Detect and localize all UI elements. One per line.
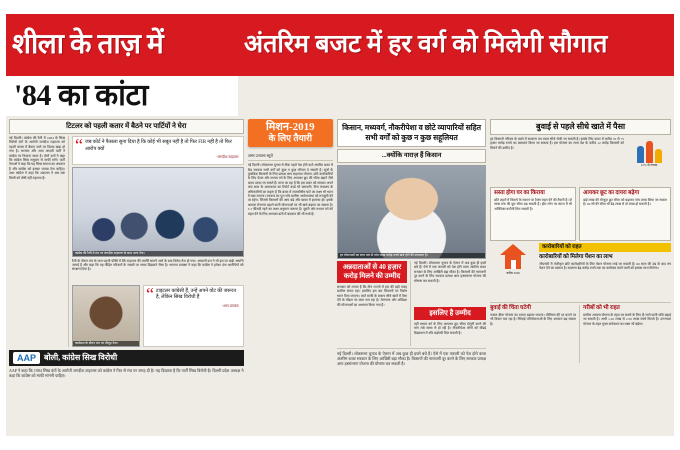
col1-aap-body: AAP ने कहा कि 1984 सिख दंगों के आरोपी जगदीश टाइटलर को कांग्रेस ने फिर से मंच पर जगह दी है। यह दिखाता है कि पार्टी सिख विरोधी है। दिल्ली प्रदेश अध्यक्ष ने कहा कि कांग्रेस को माफी मांगनी चाहिए। [9, 367, 244, 378]
col4-card-pension-title: कारोबारियों को मिलेगा पेंशन का लाभ [539, 254, 613, 260]
col3-body-c: वहीं मध्यम वर्ग के लिए आयकर छूट सीमा दोगुनी करने की मांग लंबे समय से हो रही है। नौकरीपेशा लोगों को स्टैंडर्ड डिडक्शन में और बढ़ोतरी मिल सकती है। [414, 322, 487, 335]
column-grid [6, 116, 674, 436]
col4-intro: हर किसानों परिवार के खाते में सालाना तय रकम सीधे भेजी जा सकती है। इसके लिए बजट में करीब 70 से 75 हज़ार करोड़ रुपये का प्रावधान किया जा सकता है। इस योजना का लाभ देश के करीब 12 करोड़ किसानों को मिलने की उम्मीद है। [490, 137, 624, 150]
col1-photo-rally [72, 167, 244, 257]
col1-body-mid: रैली के दौरान मंच के पास पहली पंक्ति में बैठे टाइटलर की तस्वीरें सामने आने के बाद विरोध तेज हो गया। अकाली दल ने भी इस पर कड़ी आपत्ति जताई है और कहा कि यह पीड़ित परिवारों के जख्मों पर नमक छिड़कने जैसा है। भाजपा प्रवक्ता ने कहा कि कांग्रेस ने हमेशा दंगा आरोपियों को संरक्षण दिया है। [72, 258, 244, 272]
col4-yellow-bar: कारोबारियों को राहत [539, 243, 671, 252]
col1-quote-two-text: टाइटलर कांग्रेसी हैं, उन्हें अपने वोट की जरूरत है, लेकिन सिख विरोधी हैं [156, 288, 237, 300]
mission-badge-title: मिशन-2019 [265, 121, 315, 133]
column-rule [410, 261, 411, 346]
column-rule [579, 305, 580, 363]
col4-stat-two-label: करीब 3000 [506, 271, 520, 275]
col3-photo-pm-caption: हर योजनाओं का लाभ चार से पांच लाख करोड़ रुपये खर्च होने की संभावना है। [338, 253, 485, 258]
column-one [9, 119, 244, 433]
col3-photo-pm [337, 165, 486, 259]
col4-card-poor-body: ग्रामीण आवास योजना के तहत घर बनाने के लिए दी जाने वाली राशि बढ़ाई जा सकती है। अभी 1.20 लाख से 2.50 लाख रुपये मिलते हैं। उज्ज्वला योजना के तहत मुफ्त कनेक्शन का लक्ष्य भी बढ़ेगा। [583, 313, 671, 326]
column-three [337, 119, 486, 433]
col4-card-pension-body: जीएसटी में पंजीकृत छोटे कारोबारियों के लिए पेंशन योजना लाई जा सकती है। 60 साल की उम्र के बाद तय पेंशन देने का प्रस्ताव है। सालाना डेढ़ करोड़ रुपये तक का कारोबार करने वालों को इसका लाभ मिलेगा। [539, 262, 671, 271]
col3-title: किसान, मध्यवर्ग, नौकरीपेशा व छोटे व्यापारियों सहित सभी वर्गों को कुछ न कुछ सहूलियत [337, 119, 486, 147]
masthead-headline-right: अंतरिम बजट में हर वर्ग को मिलेगी सौगात [244, 31, 608, 59]
col1-photo-rally-caption: कांग्रेस की रैली में मंच पर जगदीश टाइटलर के साथ अन्य नेता। [73, 251, 243, 256]
col3-body-a: नई दिल्ली। लोकसभा चुनाव के ऐलान में अब कुछ ही हफ्ते बचे हैं। ऐसे में एक फरवरी को पेश होने वाला अंतरिम बजट सरकार के लिए आखिरी बड़ा मौका है। किसानों की नाराजगी दूर करने के लिए सरकार प्रत्यक्ष आय हस्तांतरण योजना की घोषणा कर सकती है। [414, 261, 487, 283]
divider [337, 348, 486, 349]
col3-badge-two: इसलिए है उम्मीद [414, 307, 486, 320]
col4-card-tax-body: ढाई लाख की मौजूदा छूट सीमा को बढ़ाकर पांच लाख किया जा सकता है। 80 सी की सीमा भी डेढ़ लाख से दो लाख हो सकती है। [583, 198, 667, 207]
mission-badge [248, 119, 333, 147]
masthead-headline-left: शीला के ताज़ में [12, 29, 164, 61]
col4-card-tax-title: आयकर छूट का दायरा बढ़ेगा [583, 190, 640, 196]
house-icon [500, 244, 526, 270]
col4-card-sowing-body: फसल बीमा योजना का दायरा बढ़ाया जाएगा। प्रीमियम की दर घटाने पर भी विचार चल रहा है। सिंचाई परियोजनाओं के लिए आवंटन बढ़ सकता है। [490, 313, 577, 326]
col1-quote-one-text: जब कोर्ट ने फैसला सुना दिया है कि कोई भी सबूत नहीं है तो फिर FIR नहीं है तो फिर आरोप क्यों [85, 140, 232, 152]
col4-card-rent-title: सस्ता होगा घर का किराया [494, 190, 545, 196]
col3-subhead: ...क्योंकि नाराज़ हैं किसान [337, 149, 486, 163]
col4-card-sowing-title: बुवाई की चिंता घटेगी [490, 305, 531, 311]
col4-card-tax [579, 187, 671, 241]
col4-card-rent [490, 187, 576, 241]
col3-body-b: सरकार को लगता है कि तीन राज्यों में हार की बड़ी वजह ग्रामीण संकट रहा। इसलिए इस बार किसानों पर विशेष ध्यान दिया जाएगा। कर्ज माफी के बजाय सीधे खाते में पैसा देने के मॉडल पर काम चल रहा है। तेलंगाना और ओडिशा की योजनाओं का अध्ययन किया गया है। [337, 285, 408, 307]
masthead-sub-headline: '84 का कांटा [6, 76, 238, 116]
col1-kicker: टिटलर को पहली कतार में बैठने पर पार्टियों ने घेरा [9, 119, 244, 134]
mission-badge-sub: के लिए तैयारी [268, 133, 313, 143]
col4-stat-label: 12% से ज्यादा [640, 163, 658, 167]
col1-quote-one [72, 136, 244, 165]
aap-strip-text: बोली, कांग्रेस सिख विरोधी [44, 353, 118, 362]
col1-photo-podium-caption: कार्यक्रम के दौरान मंच पर मौजूद नेता। [73, 341, 139, 346]
col3-body-tail: नई दिल्ली। लोकसभा चुनाव के ऐलान में अब कुछ ही हफ्ते बचे हैं। ऐसे में एक फरवरी को पेश होने वाला अंतरिम बजट सरकार के लिए आखिरी बड़ा मौका है। किसानों की नाराजगी दूर करने के लिए सरकार प्रत्यक्ष आय हस्तांतरण योजना की घोषणा कर सकती है। [337, 351, 487, 366]
col1-quote-two [143, 285, 244, 347]
newspaper-sheet [6, 14, 674, 436]
column-two [248, 119, 333, 433]
masthead-banner [6, 14, 674, 76]
col1-quote-one-author: -जगदीश टाइटलर [216, 155, 239, 159]
col1-body-left: नई दिल्ली। कांग्रेस की रैली में 1984 के सिख विरोधी दंगों के आरोपी जगदीश टाइटलर को पहली कतार में बैठाए जाने पर विवाद खड़ा हो गया है। भाजपा और आम आदमी पार्टी ने कांग्रेस पर निशाना साधा है। दोनों दलों ने कहा कि कांग्रेस सिख समुदाय से माफी मांगे। पार्टी नेताओं ने कहा कि यह सिख समाज का अपमान है और कांग्रेस को इसका जवाब देना चाहिए। उधर कांग्रेस ने कहा कि अदालत ने अब तक किसी को दोषी नहीं ठहराया है। [9, 136, 65, 180]
col4-card-poor-title: गरीबों को भी राहत [583, 305, 620, 311]
col1-quote-two-author: -आप प्रवक्ता [221, 303, 239, 308]
people-icon [627, 137, 671, 163]
divider [248, 160, 333, 161]
col4-title: बुवाई से पहले सीधे खाते में पैसा [490, 119, 671, 135]
col3-badge-one: अन्नदाताओं से 40 हज़ार करोड़ मिलने की उम्मीद [337, 261, 407, 283]
col2-body: नई दिल्ली। लोकसभा चुनाव से ठीक पहले पेश होने वाले अंतरिम बजट में केंद्र सरकार सभी वर्गों को कुछ न कुछ सौगात दे सकती है। सूत्रों के मुताबिक किसानों के लिए प्रत्यक्ष आय सहायता योजना, छोटे कारोबारियों के लिए पेंशन और मध्यम वर्ग के लिए आयकर छूट की सीमा बढ़ाने जैसे कदम उठाए जा सकते हैं। माना जा रहा है कि इस बजट को सरकार अपने पांच साल के कामकाज का रिपोर्ट कार्ड भी बनाएगी। वित्त मंत्रालय के अधिकारियों का कहना है कि बजट में राजकोषीय घाटे का लक्ष्य भी ध्यान में रखा जाएगा। सरकार का पूरा जोर ग्रामीण अर्थव्यवस्था को मजबूती देने पर रहेगा, जिससे किसानों की आय बढ़े और खपत में इजाफा हो। इसके अलावा रोजगार बढ़ाने वाली योजनाओं पर भी खर्च बढ़ाया जा सकता है। 3.3 फीसदी रहने का लक्ष्य अनुमान जताया है। दूसरी ओर मध्यम वर्ग को राहत देने के लिए आयकर ढांचे में बदलाव की भी चर्चा है। [247, 163, 334, 216]
col2-byline: अमर उजाला ब्यूरो [247, 153, 273, 158]
column-rule [68, 136, 69, 347]
divider [490, 302, 671, 303]
aap-logo: AAP [13, 352, 40, 364]
col4-card-rent-body: छोटे शहरों में किराये के मकान पर टैक्स राहत देने की तैयारी है। दो लाख तक की छूट सीमा बढ़ सकती है। होम लोन पर ब्याज में भी अतिरिक्त कटौती मिल सकती है। [494, 198, 573, 211]
col1-photo-podium [72, 285, 140, 347]
column-four [490, 119, 671, 433]
col1-aap-strip [9, 350, 244, 366]
